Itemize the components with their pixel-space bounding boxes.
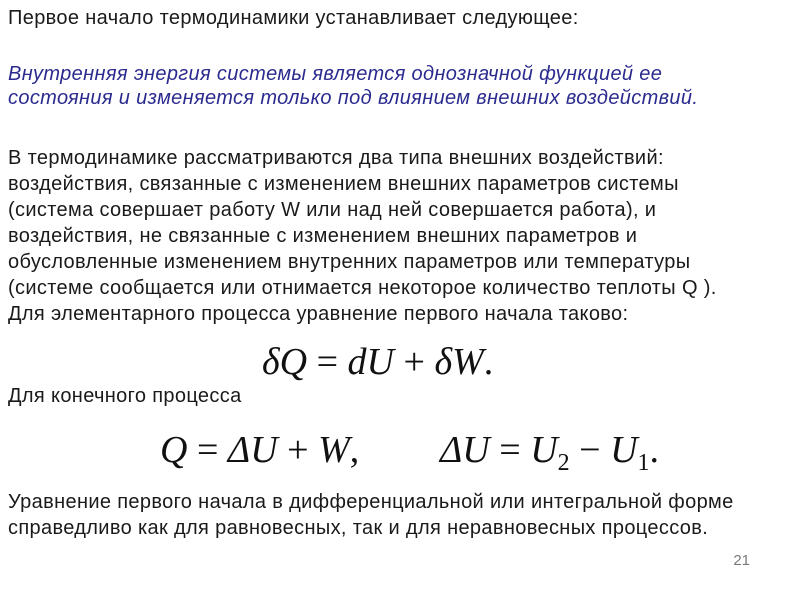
body-line-6: (системе сообщается или отнимается некоторое количество теплоты Q ). [8,277,717,299]
intro-text: Первое начало термодинамики устанавливает следующее: [8,7,579,29]
formula-dq: δQ [262,341,308,383]
formula-plus: + [403,341,425,383]
formula-period: . [649,429,660,471]
body-line-3: (система совершает работу W или над ней совершается работа), и [8,199,657,221]
page-number: 21 [733,552,750,569]
formula-period: . [483,341,494,383]
body-line-4: воздействия, не связанные с изменением внешних параметров и [8,225,638,247]
formula-comma: , [349,429,360,471]
formula-delta-u-def [440,428,659,485]
statement-line-1: Внутренняя энергия системы является однозначной функцией ее [8,63,663,85]
formula-elementary [262,340,493,384]
formula-dw: δW [434,341,484,383]
formula-sub-2: 2 [557,450,570,476]
statement-line-2: состояния и изменяется только под влиянием внешних воздействий. [8,87,699,109]
formula-q: Q [160,429,188,471]
formula-eq: = [196,429,219,471]
formula-minus: − [579,429,601,471]
formula-u1: U [610,429,638,471]
formula-finite [160,428,359,472]
formula-u2: U [530,429,558,471]
body-line-5: обусловленные изменением внутренних параметров или температуры [8,251,691,273]
finite-process-label: Для конечного процесса [8,385,242,407]
formula-du: dU [347,341,394,383]
formula-delta-u: ΔU [227,429,278,471]
conclusion-line-1: Уравнение первого начала в дифференциальной или интегральной форме [8,491,734,513]
body-line-1: В термодинамике рассматриваются два типа внешних воздействий: [8,147,664,169]
formula-eq: = [499,429,521,471]
body-line-7: Для элементарного процесса уравнение первого начала таково: [8,303,629,325]
formula-plus: + [287,429,309,471]
formula-delta-u: ΔU [440,429,490,471]
body-line-2: воздействия, связанные с изменением внешних параметров системы [8,173,679,195]
formula-w: W [318,429,350,471]
formula-sub-1: 1 [637,450,650,476]
formula-eq: = [316,341,339,383]
conclusion-line-2: справедливо как для равновесных, так и для неравновесных процессов. [8,517,709,539]
